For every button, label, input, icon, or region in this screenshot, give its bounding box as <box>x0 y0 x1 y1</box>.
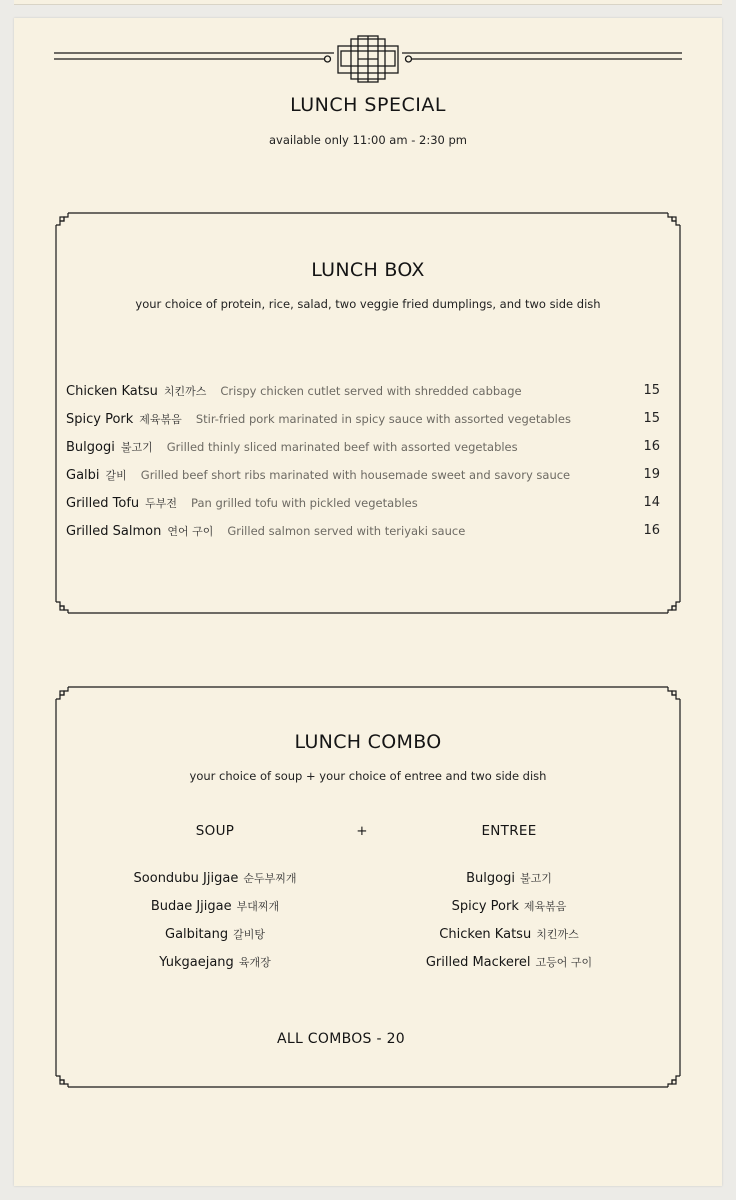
item-korean-name: 불고기 <box>519 872 552 885</box>
item-description: Grilled thinly sliced marinated beef with assorted vegetables <box>166 440 518 454</box>
item-name: Spicy Pork <box>66 412 134 427</box>
item-name: Bulgogi <box>466 871 515 886</box>
item-description: Crispy chicken cutlet served with shredded cabbage <box>220 384 522 398</box>
item-korean-name: 불고기 <box>120 441 153 454</box>
combo-price-line: ALL COMBOS - 20 <box>276 1031 406 1047</box>
item-korean-name: 고등어 구이 <box>535 956 593 969</box>
soup-item <box>95 898 335 914</box>
plus-sign: + <box>356 823 368 839</box>
lunch-box-item <box>66 467 660 487</box>
item-price: 19 <box>643 467 660 482</box>
item-description: Stir-fried pork marinated in spicy sauce with assorted vegetables <box>195 412 571 426</box>
item-korean-name: 갈비탕 <box>233 928 265 941</box>
lunch-combo-section <box>54 685 682 1090</box>
lunch-box-item <box>66 495 660 515</box>
item-price: 16 <box>643 439 660 454</box>
entree-column-header: ENTREE <box>481 823 537 839</box>
item-name: Grilled Tofu <box>66 496 140 511</box>
item-name: Yukgaejang <box>159 955 234 970</box>
item-name: Bulgogi <box>66 440 115 455</box>
item-name: Grilled Salmon <box>66 524 162 539</box>
item-korean-name: 부대찌개 <box>236 900 280 913</box>
item-korean-name: 제육볶음 <box>139 413 182 426</box>
item-description: Grilled beef short ribs marinated with housemade sweet and savory sauce <box>140 468 571 482</box>
item-price: 14 <box>643 495 660 510</box>
entree-item <box>389 898 629 914</box>
menu-page <box>14 18 722 1186</box>
previous-page-edge <box>14 0 722 5</box>
item-name: Grilled Mackerel <box>425 955 531 970</box>
availability-note: available only 11:00 am - 2:30 pm <box>268 133 468 147</box>
entree-item <box>389 954 629 970</box>
soup-item <box>95 954 335 970</box>
item-price: 16 <box>643 523 660 538</box>
lunch-box-item <box>66 383 660 403</box>
item-korean-name: 두부전 <box>145 497 178 510</box>
item-korean-name: 제육볶음 <box>523 900 567 913</box>
item-price: 15 <box>643 383 660 398</box>
entree-item <box>389 870 629 886</box>
item-name: Spicy Pork <box>451 899 519 914</box>
item-name: Soondubu Jjigae <box>133 871 239 886</box>
item-name: Galbi <box>66 468 100 483</box>
page-title: LUNCH SPECIAL <box>290 94 446 116</box>
item-korean-name: 육개장 <box>238 956 271 969</box>
lunch-box-title: LUNCH BOX <box>311 259 425 281</box>
lunch-box-description: your choice of protein, rice, salad, two veggie fried dumplings, and two side dish <box>135 297 601 311</box>
item-name: Galbitang <box>165 927 229 942</box>
soup-item <box>95 870 335 886</box>
item-korean-name: 순두부찌개 <box>243 872 297 885</box>
soup-item <box>95 926 335 942</box>
item-name: Chicken Katsu <box>439 927 532 942</box>
lunch-box-item <box>66 439 660 459</box>
item-korean-name: 치킨까스 <box>536 928 579 941</box>
entree-item <box>389 926 629 942</box>
item-korean-name: 치킨까스 <box>163 385 207 398</box>
lunch-box-item <box>66 411 660 431</box>
item-description: Pan grilled tofu with pickled vegetables <box>191 496 418 510</box>
item-korean-name: 연어 구이 <box>167 525 214 538</box>
soup-column-header: SOUP <box>195 823 235 839</box>
lunch-combo-description: your choice of soup + your choice of entree and two side dish <box>189 769 547 783</box>
item-korean-name: 갈비 <box>105 469 127 482</box>
header-ornament <box>54 35 682 85</box>
item-name: Chicken Katsu <box>66 384 158 399</box>
lunch-combo-title: LUNCH COMBO <box>294 731 442 753</box>
item-price: 15 <box>643 411 660 426</box>
item-name: Budae Jjigae <box>150 899 232 914</box>
item-description: Grilled salmon served with teriyaki sauce <box>227 524 466 538</box>
lunch-box-section <box>54 211 682 616</box>
lunch-box-item <box>66 523 660 543</box>
